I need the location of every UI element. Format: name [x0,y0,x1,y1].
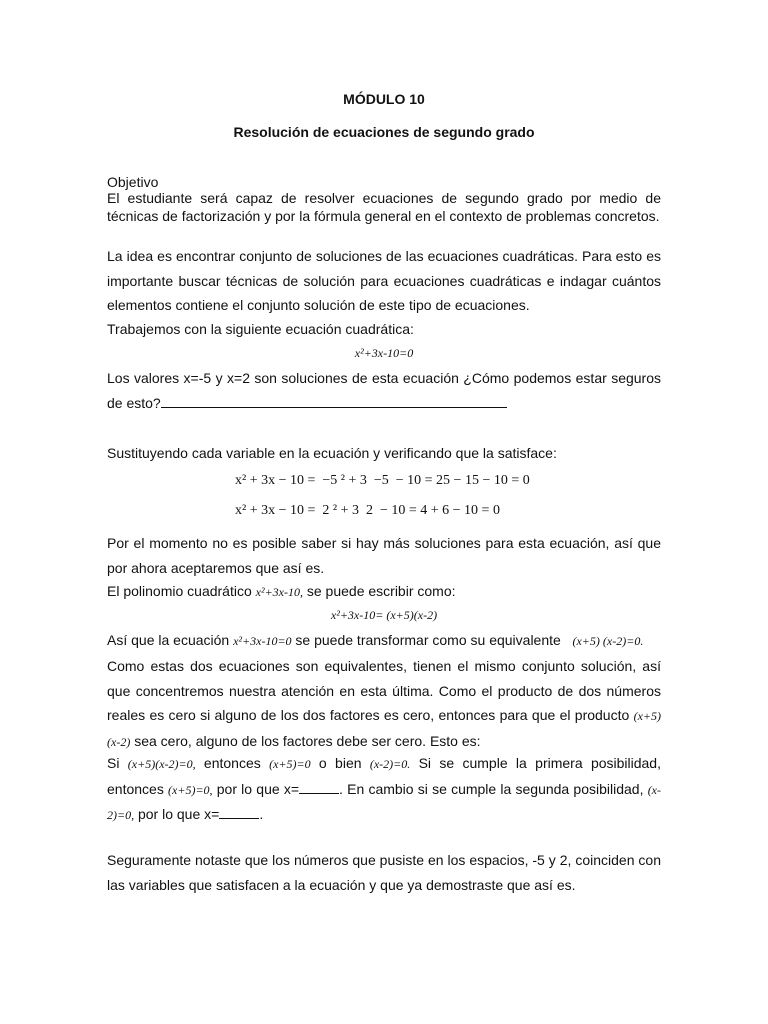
cases-porlo1: por lo que x= [212,780,300,797]
poly-pre: El polinomio cuadrático [107,583,256,599]
explanation-paragraph [107,654,661,754]
cases-si: Si [107,755,128,771]
substitution-intro: Sustituyendo cada variable en la ecuación y verificando que la satisface: [107,445,557,461]
moment-paragraph: Por el momento no es posible saber si hay más soluciones para esta ecuación, así que por ahora aceptaremos que así es. [107,535,661,576]
module-title: MÓDULO 10 [343,91,425,107]
poly-post: se puede escribir como: [302,583,456,599]
cases-obien: o bien [310,755,370,771]
equation-1: x²+3x-10=0 [354,346,414,360]
objective-text: El estudiante será capaz de resolver ecuaciones de segundo grado por medio de técnicas de factorización y por la fórmula general en el contexto de problemas concretos. [107,190,661,224]
cases-end: . [259,806,264,822]
question-paragraph [107,366,661,415]
cases-e5: (x-2)=0, [107,782,662,822]
cases-e4: (x+5)=0, [168,782,213,797]
answer-blank-2 [219,806,259,819]
answer-blank-long [161,395,507,408]
transform-expr2: (x+5) (x-2)=0. [572,634,644,648]
transform-mid: se puede transformar como su equivalente [291,632,565,648]
explanation-expr: (x+5)(x-2) [107,709,661,749]
check-equation-1: x² + 3x − 10 = −5 ² + 3 −5 − 10 = 25 − 15 − 10 = 0 [235,473,530,488]
cases-porlo2: por lo que x= [134,806,220,822]
poly-line [107,582,661,601]
explanation-text: Como estas dos ecuaciones son equivalentes, tienen el mismo conjunto solución, así que concentremos nuestra atención en esta última. Como el producto de dos números reales es cero si alguno de los dos factores es cero, entonces para que el producto [107,658,661,723]
answer-blank-1 [299,781,339,794]
question-text: Los valores x=-5 y x=2 son soluciones de esta ecuación ¿Cómo podemos estar seguros de esto? [107,370,661,411]
objective-heading: Objetivo [107,174,159,190]
check-equation-2: x² + 3x − 10 = 2 ² + 3 2 − 10 = 4 + 6 − 10 = 0 [235,503,500,518]
cases-entonces: entonces [195,755,270,771]
cases-first: Si se cumple la primera posibilidad, entonces [107,755,661,797]
cases-e2: (x+5)=0 [269,757,311,771]
conclusion-paragraph: Seguramente notaste que los números que pusiste en los espacios, -5 y 2, coinciden con las variables que satisfacen a la ecuación y que ya demostraste que así es. [107,852,661,893]
cases-paragraph [107,751,661,828]
transform-expr: x²+3x-10=0 [233,634,292,648]
transform-line [107,631,661,650]
equation-2: x²+3x-10= (x+5)(x-2) [330,608,438,622]
module-subtitle: Resolución de ecuaciones de segundo grado [233,124,535,140]
poly-expr: x²+3x-10, [255,585,303,599]
work-line: Trabajemos con la siguiente ecuación cuadrática: [107,321,414,337]
cases-second: . En cambio si se cumple la segunda posibilidad, [339,780,648,797]
explanation-tail: sea cero, alguno de los factores debe ser cero. Esto es: [130,732,481,749]
transform-pre: Así que la ecuación [107,632,234,648]
cases-e1: (x+5)(x-2)=0, [127,757,196,771]
intro-paragraph: La idea es encontrar conjunto de soluciones de las ecuaciones cuadráticas. Para esto es importante buscar técnicas de solución para ecuaciones cuadráticas e indagar cuántos elementos contiene el conjunto solución de este tipo de ecuaciones. [107,248,661,313]
cases-e3: (x-2)=0. [369,757,411,771]
